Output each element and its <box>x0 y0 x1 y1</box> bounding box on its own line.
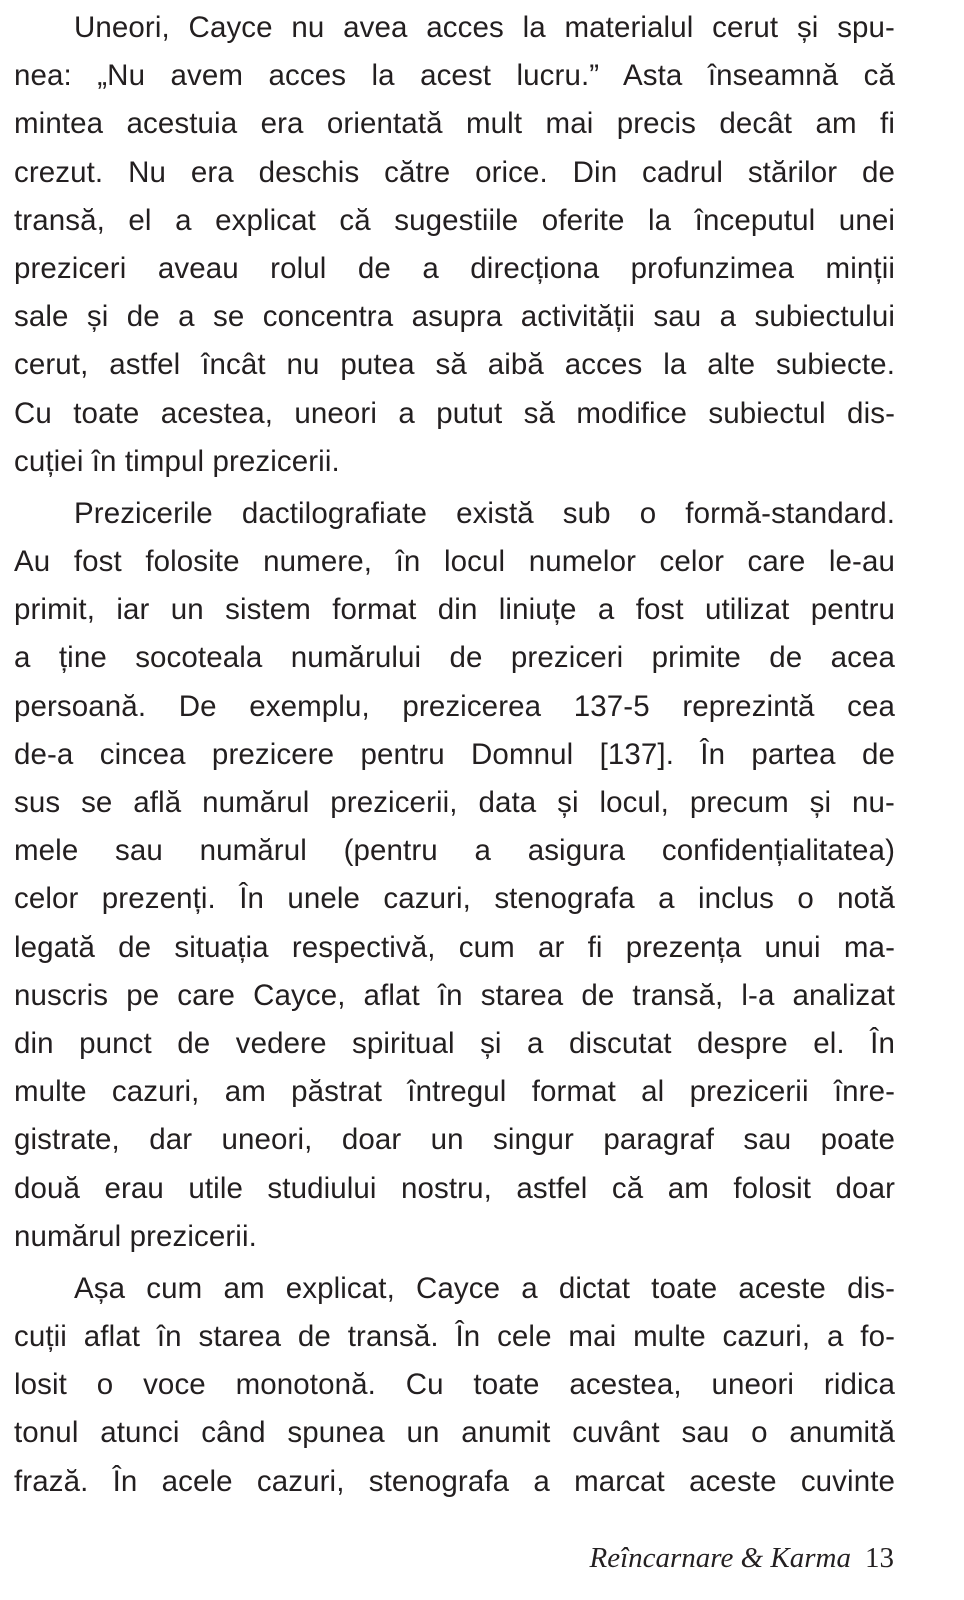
text-line: Cu toate acestea, uneori a putut să modifice subiectul dis- <box>14 396 895 430</box>
text-line: legată de situația respectivă, cum ar fi prezența unui ma- <box>14 930 895 964</box>
text-line: două erau utile studiului nostru, astfel că am folosit doar <box>14 1171 895 1205</box>
text-line: Prezicerile dactilografiate există sub o formă-standard. <box>74 496 895 530</box>
text-line: Uneori, Cayce nu avea acces la materialul cerut și spu- <box>74 11 895 44</box>
text-line: gistrate, dar uneori, doar un singur paragraf sau poate <box>14 1123 895 1157</box>
text-line: persoană. De exemplu, prezicerea 137-5 reprezintă cea <box>14 689 895 723</box>
page-number: 13 <box>865 1542 894 1574</box>
page-footer <box>589 1538 894 1578</box>
text-line: losit o voce monotonă. Cu toate acestea, uneori ridica <box>14 1368 895 1402</box>
text-line: frază. În acele cazuri, stenografa a marcat aceste cuvinte <box>14 1464 895 1498</box>
text-line: cuției în timpul prezicerii. <box>14 444 340 478</box>
text-line: sale și de a se concentra asupra activității sau a subiectului <box>14 300 895 334</box>
text-line: multe cazuri, am păstrat întregul format al prezicerii înre- <box>14 1075 895 1109</box>
running-title: Reîncarnare & Karma <box>589 1542 851 1574</box>
paragraph-2 <box>14 490 895 1261</box>
text-line: numărul prezicerii. <box>14 1219 257 1253</box>
text-line: crezut. Nu era deschis către orice. Din cadrul stărilor de <box>14 155 895 189</box>
text-line: Au fost folosite numere, în locul numelor celor care le-au <box>14 545 895 579</box>
text-line: nuscris pe care Cayce, aflat în starea de transă, l-a analizat <box>14 978 895 1012</box>
text-line: primit, iar un sistem format din liniuțe a fost utilizat pentru <box>14 593 895 627</box>
text-line: mele sau numărul (pentru a asigura confidențialitatea) <box>14 834 895 868</box>
text-line: mintea acestuia era orientată mult mai precis decât am fi <box>14 107 895 141</box>
text-line: a ține socoteala numărului de preziceri primite de acea <box>14 641 895 675</box>
text-line: sus se află numărul prezicerii, data și locul, precum și nu- <box>14 786 895 819</box>
paragraph-1 <box>14 4 895 486</box>
text-line: din punct de vedere spiritual și a discutat despre el. În <box>14 1026 895 1060</box>
page-body <box>14 0 895 1506</box>
text-line: cuții aflat în starea de transă. În cele mai multe cazuri, a fo- <box>14 1320 895 1354</box>
text-line: cerut, astfel încât nu putea să aibă acces la alte subiecte. <box>14 348 895 382</box>
text-line: Așa cum am explicat, Cayce a dictat toate aceste dis- <box>74 1271 895 1305</box>
text-line: celor prezenți. În unele cazuri, stenografa a inclus o notă <box>14 882 895 916</box>
text-line: preziceri aveau rolul de a direcționa profunzimea minții <box>14 251 895 285</box>
text-line: de-a cincea prezicere pentru Domnul [137]. În partea de <box>14 737 895 771</box>
text-line: transă, el a explicat că sugestiile oferite la începutul unei <box>14 203 895 237</box>
text-line: nea: „Nu avem acces la acest lucru.” Asta înseamnă că <box>14 59 895 93</box>
paragraph-3 <box>14 1265 895 1506</box>
text-line: tonul atunci când spunea un anumit cuvânt sau o anumită <box>14 1416 895 1450</box>
